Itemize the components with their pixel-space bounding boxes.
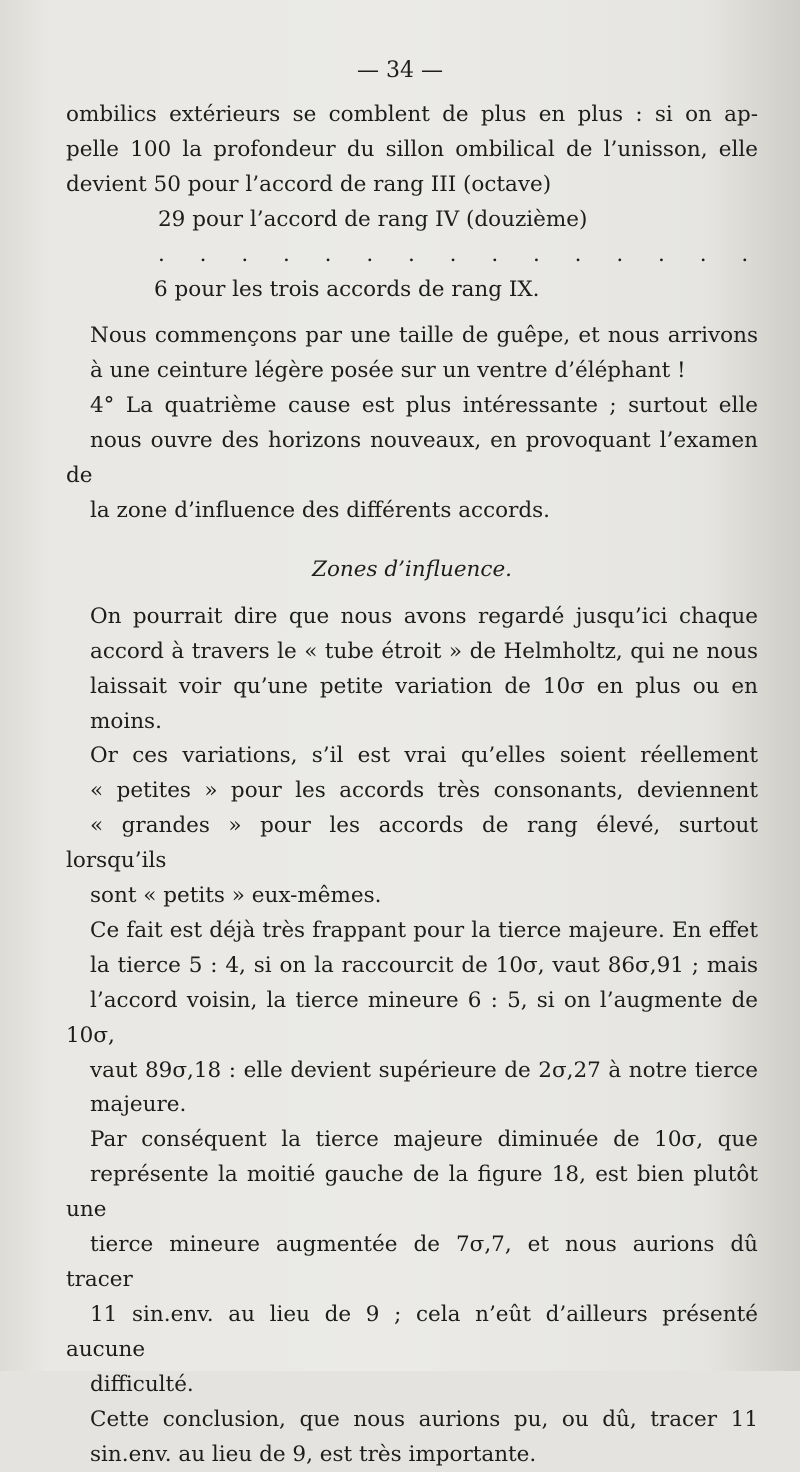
paragraph-variations bbox=[66, 739, 758, 914]
text-line: devient 50 pour l’accord de rang III (octave) bbox=[66, 171, 552, 197]
text-line: moins. bbox=[90, 708, 162, 734]
paragraph-tierce-majeure bbox=[66, 914, 758, 1123]
paragraph-conclusion bbox=[66, 1403, 758, 1472]
paragraph-par-consequent bbox=[66, 1123, 758, 1402]
text-line: vaut 89σ,18 : elle devient supérieure de 2σ,27 à notre tierce bbox=[90, 1057, 758, 1083]
page-number: — 34 — bbox=[357, 58, 443, 83]
text-line: Or ces variations, s’il est vrai qu’elles soient réellement bbox=[90, 743, 758, 769]
text-line: Par conséquent la tierce majeure diminuée de 10σ, que bbox=[90, 1127, 758, 1153]
text-line: laissait voir qu’une petite variation de 10σ en plus ou en bbox=[90, 673, 758, 699]
paragraph-ombilics bbox=[66, 98, 763, 307]
paragraph-quatrieme-cause bbox=[66, 389, 758, 529]
ellipsis-line: . . . . . . . . . . . . . . . bbox=[158, 241, 763, 267]
text-line: 4° La quatrième cause est plus intéressante ; surtout elle bbox=[90, 393, 758, 419]
text-line: 11 sin.env. au lieu de 9 ; cela n’eût d’ailleurs présenté aucune bbox=[66, 1301, 758, 1362]
text-line: représente la moitié gauche de la figure 18, est bien plutôt une bbox=[66, 1162, 758, 1223]
text-line: 6 pour les trois accords de rang IX. bbox=[154, 276, 540, 302]
text-line: la zone d’influence des différents accords. bbox=[90, 497, 550, 523]
paragraph-tube-etroit bbox=[66, 600, 758, 740]
text-line: la tierce 5 : 4, si on la raccourcit de 10σ, vaut 86σ,91 ; mais bbox=[90, 952, 758, 978]
text-line: Nous commençons par une taille de guêpe, et nous arrivons bbox=[90, 323, 758, 349]
text-line: « petites » pour les accords très consonants, deviennent bbox=[90, 778, 758, 804]
text-line: pelle 100 la profondeur du sillon ombilical de l’unisson, elle bbox=[66, 136, 758, 162]
text-line: majeure. bbox=[90, 1092, 187, 1118]
text-line: accord à travers le « tube étroit » de Helmholtz, qui ne nous bbox=[90, 638, 758, 664]
text-line: Cette conclusion, que nous aurions pu, ou dû, tracer 11 bbox=[90, 1406, 758, 1432]
text-line: sont « petits » eux-mêmes. bbox=[90, 883, 382, 909]
text-line: nous ouvre des horizons nouveaux, en provoquant l’examen de bbox=[66, 428, 758, 489]
text-line: l’accord voisin, la tierce mineure 6 : 5, si on l’augmente de 10σ, bbox=[66, 987, 758, 1048]
text-line: Ce fait est déjà très frappant pour la tierce majeure. En effet bbox=[90, 917, 758, 943]
text-line: 29 pour l’accord de rang IV (douzième) bbox=[158, 206, 588, 232]
text-line: à une ceinture légère posée sur un ventre d’éléphant ! bbox=[90, 358, 686, 384]
text-line: On pourrait dire que nous avons regardé jusqu’ici chaque bbox=[90, 603, 758, 629]
text-line: ombilics extérieurs se comblent de plus en plus : si on ap- bbox=[66, 102, 758, 127]
section-heading: Zones d’influence. bbox=[312, 556, 512, 582]
text-line: sin.env. au lieu de 9, est très importante. bbox=[90, 1441, 537, 1467]
text-line: « grandes » pour les accords de rang élevé, surtout lorsqu’ils bbox=[66, 813, 758, 874]
paragraph-guepe bbox=[66, 319, 758, 389]
text-line: tierce mineure augmentée de 7σ,7, et nous aurions dû tracer bbox=[66, 1232, 758, 1292]
page-body bbox=[66, 98, 763, 1472]
text-line: difficulté. bbox=[90, 1371, 194, 1397]
